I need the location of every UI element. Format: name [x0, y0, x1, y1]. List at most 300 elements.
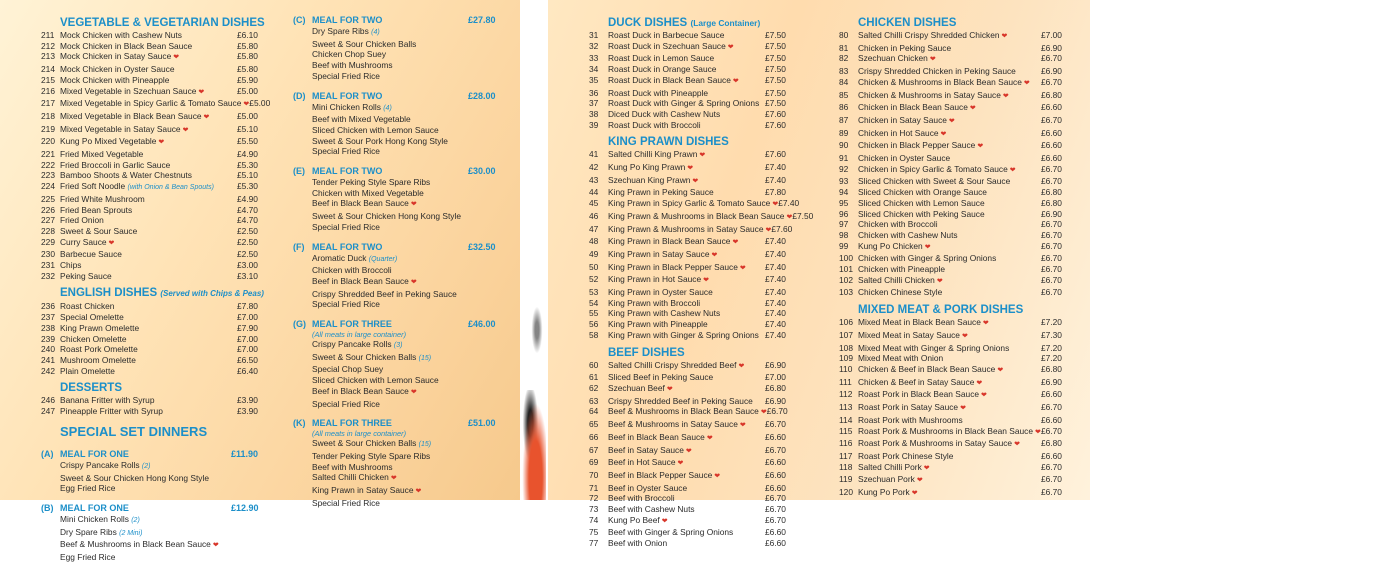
item-name	[858, 415, 1041, 426]
item-number: 44	[589, 187, 599, 198]
item-price: £6.70	[1041, 461, 1062, 472]
set-meal-header	[293, 242, 508, 253]
item-number: 81	[839, 42, 849, 53]
item-number: 247	[41, 406, 55, 417]
section-title-chicken: CHICKEN DISHES	[858, 17, 957, 29]
item-number: 46	[589, 210, 599, 221]
item-name-text: King Prawn in Black Pepper Sauce	[608, 261, 738, 272]
set-meal-item	[60, 514, 271, 527]
menu-item-row	[41, 136, 271, 149]
item-price: £7.20	[1041, 317, 1062, 328]
item-name-text: Fried Bean Sprouts	[60, 204, 133, 215]
item-number: 72	[589, 493, 599, 504]
set-meal-item	[312, 71, 508, 82]
menu-item-row	[589, 109, 799, 120]
item-name	[858, 402, 1041, 415]
item-number: 69	[589, 457, 599, 468]
chili-pepper-icon: ❤	[976, 379, 983, 387]
item-number: 62	[589, 382, 599, 393]
menu-item-row	[589, 120, 799, 131]
item-name-text: King Prawn with Cashew Nuts	[608, 308, 721, 319]
item-name	[608, 483, 765, 494]
set-meal-price: £28.00	[468, 90, 496, 101]
set-meal-item	[312, 39, 508, 50]
section-title-special-set-dinners: SPECIAL SET DINNERS	[60, 423, 208, 439]
item-name-text: Sweet & Sour Sauce	[60, 225, 138, 236]
set-meal-item	[60, 552, 271, 563]
item-name-text: Roast Pork in Satay Sauce	[858, 402, 959, 413]
item-price: £4.70	[237, 204, 258, 215]
chili-pepper-icon: ❤	[410, 201, 417, 209]
item-number: 38	[589, 108, 599, 119]
menu-item-row	[589, 527, 799, 538]
item-name-text: Fried White Mushroom	[60, 193, 145, 204]
item-price: £6.70	[1041, 229, 1062, 240]
set-meal-item	[312, 299, 508, 310]
item-number: 222	[41, 159, 55, 170]
section-title-english	[60, 286, 271, 301]
item-price: £7.30	[1041, 329, 1062, 340]
menu-item-row	[839, 343, 1075, 354]
item-name	[858, 198, 1041, 209]
item-name-text: Kung Po Pork	[858, 487, 910, 498]
item-price: £6.60	[765, 431, 786, 442]
set-meal-letter: (A)	[41, 448, 54, 459]
item-number: 49	[589, 248, 599, 259]
item-name-text: Sliced Chicken with Sweet & Sour Sauce	[858, 176, 1011, 187]
item-price: £6.80	[1041, 438, 1062, 449]
item-price: £3.90	[237, 406, 258, 417]
item-name	[858, 209, 1041, 220]
set-meal-item-text: Crispy Pancake Rolls	[60, 459, 140, 470]
menu-item-row	[589, 30, 799, 41]
menu-item-row	[41, 75, 271, 86]
item-name-text: Mixed Vegetable in Szechuan Sauce	[60, 85, 197, 96]
menu-item-row	[41, 237, 271, 250]
set-meal-item-text: Special Fried Rice	[312, 221, 380, 232]
menu-item-row	[589, 41, 799, 54]
chili-pepper-icon: ❤	[703, 277, 709, 285]
menu-item-row	[41, 366, 271, 377]
set-meal-item-text: Beef in Black Bean Sauce	[312, 198, 409, 209]
item-name-text: King Prawn & Mushrooms in Black Bean Sauce	[608, 210, 785, 221]
item-name-text: Roast Pork & Mushrooms in Satay Sauce	[858, 438, 1013, 449]
item-name-text: Salted Chilli Crispy Shredded Beef	[608, 359, 737, 370]
item-name-text: Kung Po Mixed Vegetable	[60, 136, 157, 147]
item-name-text: Roast Pork with Mushrooms	[858, 414, 963, 425]
item-name-text: King Prawn with Ginger & Spring Onions	[608, 329, 759, 340]
menu-item-row	[839, 275, 1075, 288]
item-number: 241	[41, 354, 55, 365]
menu-item-row	[589, 457, 799, 470]
set-meal-item-note: (4)	[383, 104, 392, 112]
item-name-text: Mixed Vegetable in Black Bean Sauce	[60, 110, 202, 121]
chili-pepper-icon: ❤	[732, 77, 739, 85]
item-name	[858, 275, 1041, 288]
item-number: 60	[589, 359, 599, 370]
item-price: £5.00	[237, 85, 258, 96]
item-name-text: Chips	[60, 260, 82, 271]
item-name-text: Roast Pork & Mushrooms in Black Bean Sauce	[858, 425, 1034, 436]
item-name	[60, 75, 237, 86]
set-meal-item-text: Chicken with Mixed Vegetable	[312, 187, 424, 198]
set-meal-name: MEAL FOR TWO	[312, 90, 383, 101]
item-price: £5.10	[237, 170, 258, 181]
set-meal-name: MEAL FOR TWO	[312, 166, 383, 177]
chili-pepper-icon: ❤	[923, 464, 930, 472]
set-meal-item-text: Dry Spare Ribs	[312, 26, 369, 36]
item-name	[858, 438, 1041, 451]
chili-pepper-icon: ❤	[677, 460, 684, 468]
chili-pepper-icon: ❤	[924, 243, 931, 251]
item-number: 231	[41, 260, 55, 271]
item-name	[60, 406, 237, 417]
menu-item-row	[41, 226, 271, 237]
set-meal-price: £12.90	[231, 502, 259, 513]
set-meal-item	[312, 114, 508, 125]
menu-item-row	[839, 317, 1075, 330]
item-number: 221	[41, 149, 55, 160]
chili-pepper-icon: ❤	[212, 542, 219, 550]
item-number: 106	[839, 317, 853, 328]
item-number: 92	[839, 163, 849, 174]
set-meal-item	[312, 49, 508, 60]
set-meal-item-text: Egg Fried Rice	[60, 483, 116, 494]
item-number: 39	[589, 119, 599, 130]
chili-pepper-icon: ❤	[786, 213, 793, 221]
column-chicken-mixed	[839, 16, 1075, 500]
menu-item-row	[589, 98, 799, 109]
column-duck-prawn-beef	[589, 16, 814, 549]
item-name	[60, 271, 237, 282]
menu-item-row	[839, 287, 1075, 298]
item-price: £5.00	[237, 110, 258, 121]
set-meal-item-text: Sweet & Sour Pork Hong Kong Style	[312, 135, 448, 146]
item-number: 99	[839, 240, 849, 251]
item-price: £7.00	[765, 372, 786, 383]
item-number: 94	[839, 187, 849, 198]
item-name-text: Roast Duck with Pineapple	[608, 87, 709, 98]
set-meal-item-text: Chicken with Broccoli	[312, 265, 392, 276]
item-name-text: Mixed Vegetable in Satay Sauce	[60, 123, 181, 134]
item-price: £7.20	[1041, 353, 1062, 364]
item-price: £6.60	[1041, 153, 1062, 164]
item-name-text: Sliced Chicken with Peking Sauce	[858, 208, 985, 219]
item-name	[608, 274, 765, 287]
set-meal-item-text: King Prawn in Satay Sauce	[312, 485, 414, 496]
menu-item-row	[41, 111, 271, 124]
section-title-duck-text: DUCK DISHES	[608, 17, 688, 29]
item-name	[858, 474, 1041, 487]
menu-item-row	[589, 287, 799, 298]
item-number: 224	[41, 181, 55, 192]
set-meal-item	[312, 352, 508, 365]
item-price: £7.40	[765, 274, 786, 285]
chili-pepper-icon: ❤	[692, 177, 699, 185]
item-name-text: Beef with Onion	[608, 538, 668, 549]
item-price: £6.60	[765, 527, 786, 538]
set-meal-item	[60, 483, 271, 494]
set-meal-b	[41, 503, 271, 563]
set-meal-item-note: (2 Mini)	[119, 529, 143, 537]
item-name	[60, 136, 237, 149]
menu-item-row	[589, 236, 799, 249]
item-name	[608, 432, 765, 445]
menu-item-row	[41, 334, 271, 345]
item-name-text: Kung Po Chicken	[858, 240, 923, 251]
item-name-text: King Prawn Omelette	[60, 322, 140, 333]
item-name	[858, 230, 1041, 241]
item-price: £6.90	[1041, 66, 1062, 77]
item-name-text: Roast Pork Omelette	[60, 344, 138, 355]
menu-item-row	[589, 538, 799, 549]
item-name	[60, 41, 237, 52]
item-number: 98	[839, 229, 849, 240]
section-note-duck: (Large Container)	[690, 18, 761, 28]
item-price: £3.10	[237, 270, 258, 281]
menu-item-row	[589, 53, 799, 64]
chili-pepper-icon: ❤	[1035, 428, 1041, 436]
set-meal-name: MEAL FOR THREE	[312, 418, 392, 429]
item-name	[608, 527, 765, 538]
section-title-vegetable: VEGETABLE & VEGETARIAN DISHES	[60, 17, 265, 29]
item-name	[858, 253, 1041, 264]
item-number: 240	[41, 344, 55, 355]
item-name-text: Roast Duck in Black Bean Sauce	[608, 74, 731, 85]
chili-pepper-icon: ❤	[940, 130, 947, 138]
chili-pepper-icon: ❤	[415, 488, 422, 496]
item-price: £6.90	[765, 395, 786, 406]
chili-pepper-icon: ❤	[727, 43, 734, 51]
item-price: £6.70	[1041, 425, 1062, 436]
item-name	[858, 330, 1041, 343]
set-meal-item	[312, 60, 508, 71]
item-name-text: Chicken with Pineapple	[858, 264, 946, 275]
item-number: 229	[41, 236, 55, 247]
item-name-text: Pineapple Fritter with Syrup	[60, 406, 163, 417]
item-number: 107	[839, 329, 853, 340]
item-name	[858, 30, 1041, 43]
item-name-text: Chicken Omelette	[60, 333, 127, 344]
chili-pepper-icon: ❤	[982, 320, 989, 328]
menu-item-row	[589, 432, 799, 445]
item-name-text: Chicken & Beef in Satay Sauce	[858, 376, 975, 387]
item-number: 41	[589, 149, 599, 160]
set-meal-item	[312, 339, 508, 352]
item-number: 227	[41, 215, 55, 226]
item-name-text: Chicken in Spicy Garlic & Tomato Sauce	[858, 163, 1008, 174]
set-meal-item-note: (Quarter)	[368, 255, 398, 263]
menu-item-row	[839, 102, 1075, 115]
item-name-text: Szechuan Beef	[608, 382, 665, 393]
set-meal-item	[312, 146, 508, 157]
chili-pepper-icon: ❤	[1001, 33, 1008, 40]
item-name	[858, 343, 1041, 354]
item-name	[60, 226, 237, 237]
item-list-english	[41, 301, 271, 376]
item-name-text: Chicken in Black Pepper Sauce	[858, 140, 976, 151]
item-name-text: Beef in Satay Sauce	[608, 444, 684, 455]
item-name	[858, 176, 1041, 187]
item-name	[60, 301, 237, 312]
item-price: £6.70	[1041, 163, 1062, 174]
item-number: 225	[41, 193, 55, 204]
item-name	[60, 170, 237, 181]
item-name-text: Beef in Oyster Sauce	[608, 482, 688, 493]
set-meal-item-text: Sweet & Sour Chicken Balls	[312, 351, 417, 362]
item-name-text: Mixed Meat with Onion	[858, 353, 944, 364]
menu-item-row	[41, 344, 271, 355]
set-meal-price: £46.00	[468, 319, 496, 330]
set-meal-item	[312, 289, 508, 300]
menu-item-row	[589, 162, 799, 175]
menu-item-row	[589, 419, 799, 432]
set-meal-item-text: Sweet & Sour Chicken Hong Kong Style	[60, 472, 209, 483]
item-name-text: King Prawn with Broccoli	[608, 297, 701, 308]
item-name-text: King Prawn in Oyster Sauce	[608, 287, 713, 298]
set-meal-item	[312, 462, 508, 473]
menu-item-row	[839, 53, 1075, 66]
chili-pepper-icon: ❤	[1009, 166, 1016, 174]
item-name	[608, 149, 765, 162]
set-meal-item-text: Egg Fried Rice	[60, 552, 116, 563]
item-price: £7.50	[765, 98, 786, 109]
item-name	[858, 102, 1041, 115]
item-number: 232	[41, 270, 55, 281]
item-number: 101	[839, 264, 853, 275]
menu-item-row	[839, 330, 1075, 343]
menu-item-row	[839, 153, 1075, 164]
item-number: 219	[41, 123, 55, 134]
item-name-text: Sliced Beef in Peking Sauce	[608, 372, 714, 383]
set-meal-item-note: (3)	[393, 342, 403, 350]
menu-item-row	[589, 175, 799, 188]
set-meal-item-text: Beef with Mushrooms	[312, 461, 393, 472]
chili-pepper-icon: ❤	[1014, 441, 1020, 449]
item-name-text: Sliced Chicken with Orange Sauce	[858, 187, 987, 198]
item-name-text: Chicken & Mushrooms in Black Bean Sauce	[858, 76, 1022, 87]
item-number: 70	[589, 469, 599, 480]
item-number: 109	[839, 353, 853, 364]
menu-item-row	[839, 209, 1075, 220]
item-name-text: Kung Po King Prawn	[608, 162, 686, 173]
item-name-text: Crispy Shredded Beef in Peking Sauce	[608, 395, 753, 406]
menu-item-row	[839, 487, 1075, 500]
item-price: £6.60	[765, 482, 786, 493]
item-name	[60, 111, 237, 124]
item-name-text: Salted Chilli King Prawn	[608, 149, 698, 160]
menu-item-row	[41, 160, 271, 171]
item-name-text: Mixed Vegetable in Spicy Garlic & Tomato Sauce	[60, 98, 242, 109]
menu-item-row	[839, 230, 1075, 241]
item-number: 75	[589, 527, 599, 538]
item-name-text: Roast Duck in Lemon Sauce	[608, 53, 715, 64]
set-meal-item-text: Sweet & Sour Chicken Balls	[312, 438, 417, 449]
set-meal-item	[312, 451, 508, 462]
item-number: 53	[589, 287, 599, 298]
item-name	[858, 264, 1041, 275]
item-price: £4.90	[237, 193, 258, 204]
item-name	[608, 383, 765, 396]
chili-pepper-icon: ❤	[765, 226, 772, 234]
item-price: £6.70	[1041, 487, 1062, 498]
item-number: 115	[839, 425, 853, 436]
section-title-english-text: ENGLISH DISHES	[60, 287, 158, 300]
chili-pepper-icon: ❤	[1002, 92, 1009, 100]
item-name	[60, 334, 237, 345]
item-number: 84	[839, 76, 849, 87]
item-price: £4.90	[237, 149, 258, 160]
set-meal-item	[312, 399, 508, 410]
menu-item-row	[589, 515, 799, 528]
chili-pepper-icon: ❤	[739, 422, 746, 430]
set-meal-subtitle: (All meats in large container)	[312, 330, 407, 340]
item-name	[608, 470, 765, 483]
set-meal-item-text: Tender Peking Style Spare Ribs	[312, 177, 431, 188]
item-name-text: Roast Pork Chinese Style	[858, 450, 954, 461]
item-name-text: Roast Duck in Szechuan Sauce	[608, 40, 726, 51]
menu-item-row	[589, 445, 799, 458]
item-name-text: Mixed Meat in Black Bean Sauce	[858, 317, 981, 328]
item-name-text: Mock Chicken with Cashew Nuts	[60, 30, 182, 40]
item-number: 97	[839, 219, 849, 230]
item-name	[60, 86, 237, 99]
item-name-text: Roast Pork in Black Bean Sauce	[858, 389, 980, 400]
item-number: 100	[839, 253, 853, 264]
set-meal-name: MEAL FOR TWO	[312, 241, 383, 252]
item-name-text: Fried Broccoli in Garlic Sauce	[60, 159, 171, 170]
chili-pepper-icon: ❤	[929, 56, 936, 64]
item-price: £7.50	[765, 74, 786, 85]
item-price: £7.00	[237, 312, 258, 323]
item-name-text: Chicken with Broccoli	[858, 219, 938, 230]
item-price: £7.80	[765, 187, 786, 198]
item-number: 246	[41, 395, 55, 406]
item-number: 213	[41, 51, 55, 62]
item-number: 71	[589, 482, 599, 493]
item-number: 83	[839, 66, 849, 77]
menu-item-row	[589, 298, 799, 309]
set-meal-item-text: Sweet & Sour Chicken Hong Kong Style	[312, 211, 461, 222]
menu-item-row	[589, 360, 799, 373]
menu-item-row	[589, 198, 799, 211]
menu-item-row	[589, 88, 799, 99]
item-name	[60, 366, 237, 377]
set-meal-item-text: Special Fried Rice	[312, 398, 380, 409]
menu-item-row	[839, 389, 1075, 402]
item-name-text: Sliced Chicken with Lemon Sauce	[858, 197, 985, 208]
item-name-text: Fried Onion	[60, 215, 104, 226]
set-meal-item-text: Chicken Chop Suey	[312, 49, 387, 60]
set-meal-item-text: Special Fried Rice	[312, 497, 380, 508]
menu-item-row	[41, 215, 271, 226]
item-number: 87	[839, 114, 849, 125]
item-name-text: Chicken & Beef in Black Bean Sauce	[858, 363, 996, 374]
set-meal-header	[41, 449, 271, 460]
item-number: 212	[41, 40, 55, 51]
set-meal-item-text: Sliced Chicken with Lemon Sauce	[312, 124, 439, 135]
set-meal-price: £51.00	[468, 418, 496, 429]
set-meal-price: £11.90	[231, 448, 259, 459]
set-meal-item-text: Mini Chicken Rolls	[312, 101, 381, 112]
set-meal-item-text: Beef & Mushrooms in Black Bean Sauce	[60, 539, 211, 550]
item-name-text: King Prawn & Mushrooms in Satay Sauce	[608, 223, 764, 234]
item-name-text: Mixed Meat with Ginger & Spring Onions	[858, 342, 1010, 353]
item-name	[608, 249, 765, 262]
set-meal-item-text: Mini Chicken Rolls	[60, 513, 129, 524]
set-meal-item	[312, 136, 508, 147]
item-number: 33	[589, 53, 599, 64]
